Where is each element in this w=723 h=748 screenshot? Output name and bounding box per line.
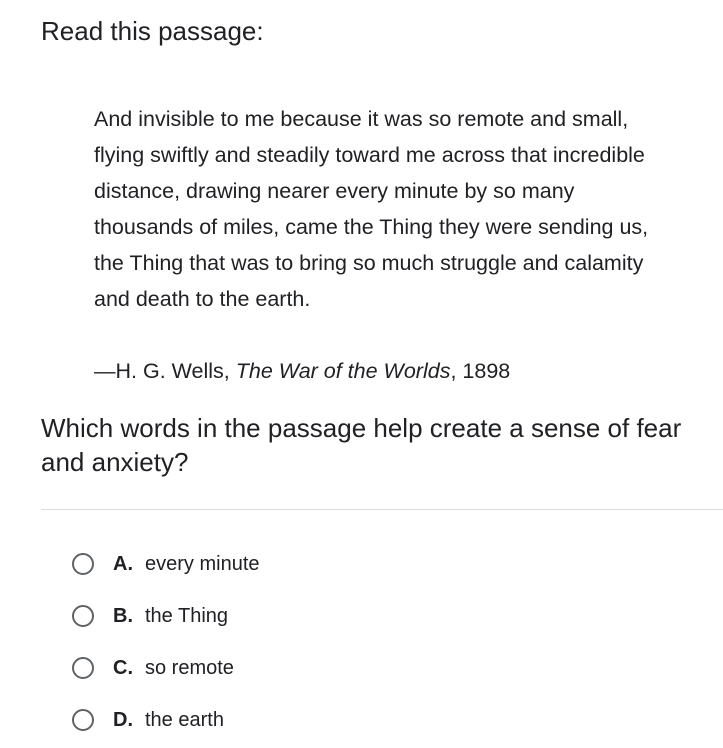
answer-option-c[interactable] bbox=[72, 642, 672, 694]
citation-author: —H. G. Wells, bbox=[94, 359, 236, 383]
divider bbox=[41, 509, 723, 510]
passage-line: and death to the earth. bbox=[94, 287, 311, 311]
radio-button-icon[interactable] bbox=[72, 553, 94, 575]
citation-year: , 1898 bbox=[450, 359, 511, 383]
passage-line: thousands of miles, came the Thing they were sending us, bbox=[94, 215, 649, 239]
passage-line: distance, drawing nearer every minute by so many bbox=[94, 179, 575, 203]
passage-intro: Read this passage: bbox=[41, 16, 264, 46]
passage-text bbox=[94, 101, 714, 317]
passage-line: flying swiftly and steadily toward me across that incredible bbox=[94, 143, 645, 167]
option-letter: B. bbox=[113, 604, 133, 627]
option-text: so remote bbox=[145, 656, 234, 679]
radio-button-icon[interactable] bbox=[72, 605, 94, 627]
option-letter: A. bbox=[113, 552, 133, 575]
answer-option-a[interactable] bbox=[72, 538, 672, 590]
radio-button-icon[interactable] bbox=[72, 657, 94, 679]
option-text: the Thing bbox=[145, 604, 229, 627]
option-text: every minute bbox=[145, 552, 260, 575]
passage-citation bbox=[94, 354, 510, 388]
option-letter: C. bbox=[113, 656, 133, 679]
radio-button-icon[interactable] bbox=[72, 709, 94, 731]
question-text: Which words in the passage help create a sense of fear and anxiety? bbox=[41, 413, 682, 477]
passage-line: the Thing that was to bring so much struggle and calamity bbox=[94, 251, 644, 275]
answer-option-b[interactable] bbox=[72, 590, 672, 642]
passage-line: And invisible to me because it was so remote and small, bbox=[94, 107, 629, 131]
answer-options bbox=[72, 538, 672, 746]
option-text: the earth bbox=[145, 708, 224, 731]
citation-title: The War of the Worlds bbox=[235, 359, 451, 383]
option-letter: D. bbox=[113, 708, 133, 731]
answer-option-d[interactable] bbox=[72, 694, 672, 746]
